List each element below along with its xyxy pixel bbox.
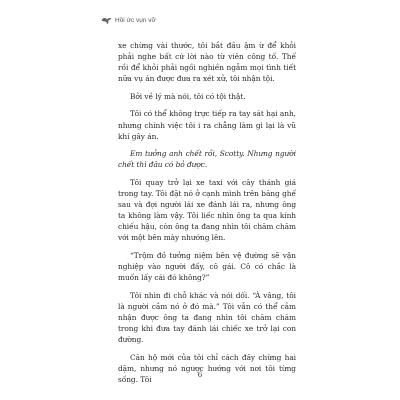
page-number: 6 [197,371,203,379]
paragraph: Tôi nhìn đi chỗ khác và nói dối. “À vâng, tôi là người cắm nó ở đó mà.” Tôi vẫn có thể cảm nhận được ông ta đang nhìn tôi chăm chăm trong khi đưa tay đánh lái chiếc xe trở lại con đường. [118,290,296,345]
paragraph: Tôi quay trở lại xe taxi với cây thánh giá trong tay. Tôi đặt nó ở cạnh mình trên băng ghế sau và đợi người lái xe đánh lái ra, nhưng ông ta không làm vậy. Tôi liếc nhìn ông ta qua kính chiếu hậu, còn ông ta đang nhìn tôi chăm chăm với một bên mày nhướng lên. [118,177,296,243]
header-title: Hồi ức vụn vỡ [115,17,156,24]
paragraph: xe chừng vài thước, tôi bắt đầu ậm ừ để khỏi phải nghe bất cứ lời nào từ viên công tố. Thế rồi để khỏi phải ngồi nghiền ngẫm mọi tình tiết nữa vụ án được đưa ra xét xử, tôi nhận tội. [118,41,296,84]
paragraph: “Trộm đồ tưởng niệm bên vệ đường sẽ vận nghiệp vào người đấy, cô gái. Cô có chắc là muốn lấy cái đó không?” [118,251,296,283]
paragraph: Bởi về lý mà nói, tôi có tội thật. [130,91,246,101]
running-header [101,16,156,25]
bird-icon [101,16,112,25]
paragraph-italic: Em tưởng anh chết rồi, Scotty. Nhưng người chết thì đâu có bỏ được. [118,149,296,170]
body-text [118,40,296,392]
paragraph: Tôi có thể không trực tiếp ra tay sát hại anh, nhưng chính việc tôi i ra chẳng làm gì lại là vũ khí gây án. [118,109,296,141]
paragraph: Căn hộ mới của tôi chỉ cách đây chừng hai dặm, nhưng nó ngược hướng với nơi tôi từng sống. Tôi [118,352,296,384]
